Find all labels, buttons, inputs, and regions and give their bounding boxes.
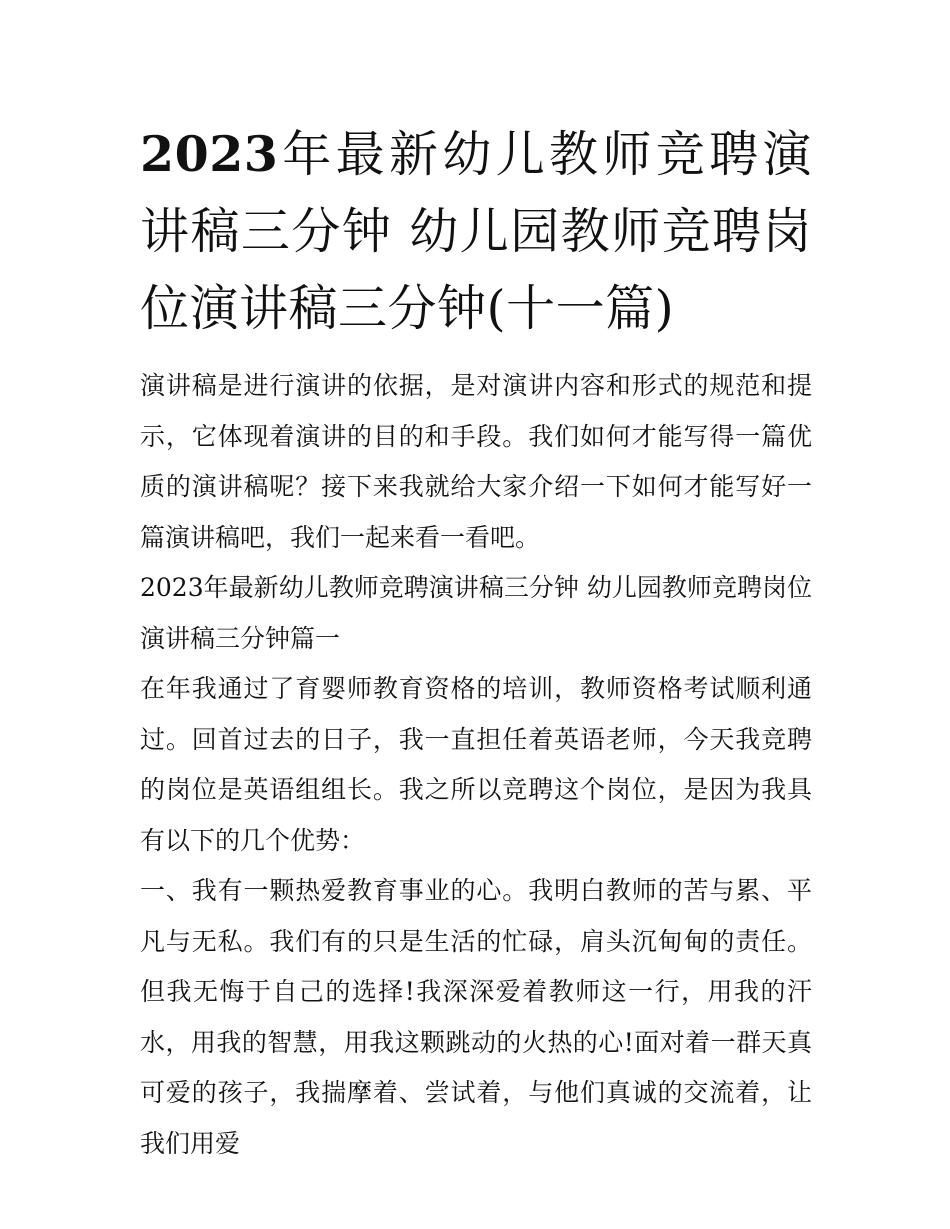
intro-paragraph: 演讲稿是进行演讲的依据，是对演讲内容和形式的规范和提示，它体现着演讲的目的和手段。我们如何才能写得一篇优质的演讲稿呢？接下来我就给大家介绍一下如何才能写好一篇演讲稿吧，我们一起来看一看吧。 [140,371,812,552]
body-paragraph: 一、我有一颗热爱教育事业的心。我明白教师的苦与累、平凡与无私。我们有的只是生活的忙碌，肩头沉甸甸的责任。但我无悔于自己的选择!我深深爱着教师这一行，用我的汗水，用我的智慧，用我这颗跳动的火热的心!面对着一群天真可爱的孩子，我揣摩着、尝试着，与他们真诚的交流着，让我们用爱 [140,876,812,1158]
title-year: 2023 [140,125,279,183]
document-body [140,116,812,1169]
body-paragraph: 在年我通过了育婴师教育资格的培训，教师资格考试顺利通过。回首过去的日子，我一直担任着英语老师，今天我竞聘的岗位是英语组组长。我之所以竞聘这个岗位，是因为我具有以下的几个优势： [140,674,812,855]
title-text: 年最新幼儿教师竞聘演讲稿三分钟 幼儿园教师竞聘岗位演讲稿三分钟(十一篇) [140,126,812,337]
document-title [140,116,812,347]
section-heading: 2023年最新幼儿教师竞聘演讲稿三分钟 幼儿园教师竞聘岗位演讲稿三分钟篇一 [140,573,812,653]
